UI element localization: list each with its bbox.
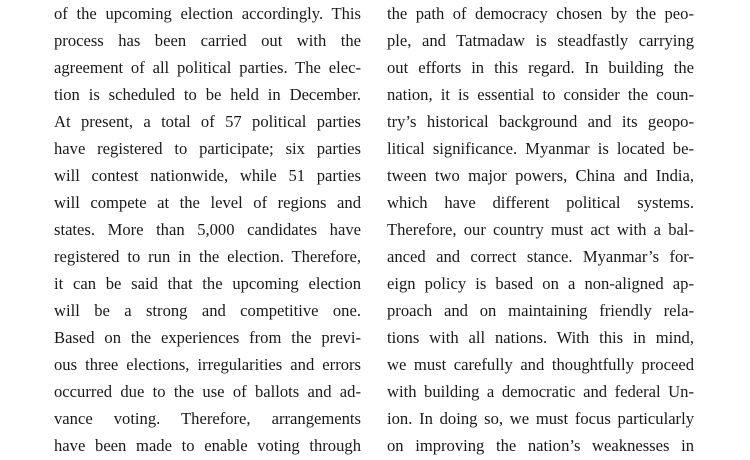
- text-line: ion. In doing so, we must focus particularly: [387, 409, 694, 428]
- text-line: out efforts in this regard. In building the: [387, 58, 694, 77]
- text-line: with building a democratic and federal Un-: [387, 382, 694, 401]
- text-line: anced and correct stance. Myanmar’s for-: [387, 247, 694, 266]
- text-line: process has been carried out with the: [54, 31, 361, 50]
- text-line: occurred due to the use of ballots and ad-: [54, 382, 361, 401]
- text-line: Therefore, our country must act with a bal-: [387, 220, 694, 239]
- right-text-column: [387, 0, 694, 459]
- text-line: states. More than 5,000 candidates have: [54, 220, 361, 239]
- text-line: on improving the nation’s weaknesses in: [387, 436, 694, 455]
- text-line: Based on the experiences from the previ-: [54, 328, 361, 347]
- text-line: nation, it is essential to consider the coun-: [387, 85, 694, 104]
- text-line: agreement of all political parties. The elec-: [54, 58, 361, 77]
- text-line: of the upcoming election accordingly. This: [54, 4, 361, 23]
- text-line: will contest nationwide, while 51 parties: [54, 166, 361, 185]
- text-line: try’s historical background and its geopo-: [387, 112, 694, 131]
- left-text-column: [54, 0, 361, 459]
- text-line: will be a strong and competitive one.: [54, 301, 361, 320]
- text-line: proach and on maintaining friendly rela-: [387, 301, 694, 320]
- text-line: registered to run in the election. Therefore,: [54, 247, 361, 266]
- text-line: ous three elections, irregularities and errors: [54, 355, 361, 374]
- text-line: have been made to enable voting through: [54, 436, 361, 455]
- text-line: the path of democracy chosen by the peo-: [387, 4, 694, 23]
- text-line: it can be said that the upcoming election: [54, 274, 361, 293]
- text-line: tween two major powers, China and India,: [387, 166, 694, 185]
- text-line: we must carefully and thoughtfully proceed: [387, 355, 694, 374]
- text-line: which have different political systems.: [387, 193, 694, 212]
- text-line: will compete at the level of regions and: [54, 193, 361, 212]
- text-line: tion is scheduled to be held in December.: [54, 85, 361, 104]
- text-line: tions with all nations. With this in mind,: [387, 328, 694, 347]
- text-line: ple, and Tatmadaw is steadfastly carrying: [387, 31, 694, 50]
- text-line: have registered to participate; six parties: [54, 139, 361, 158]
- text-line: eign policy is based on a non-aligned ap-: [387, 274, 694, 293]
- text-line: vance voting. Therefore, arrangements: [54, 409, 361, 428]
- text-line: litical significance. Myanmar is located be-: [387, 139, 694, 158]
- text-line: At present, a total of 57 political parties: [54, 112, 361, 131]
